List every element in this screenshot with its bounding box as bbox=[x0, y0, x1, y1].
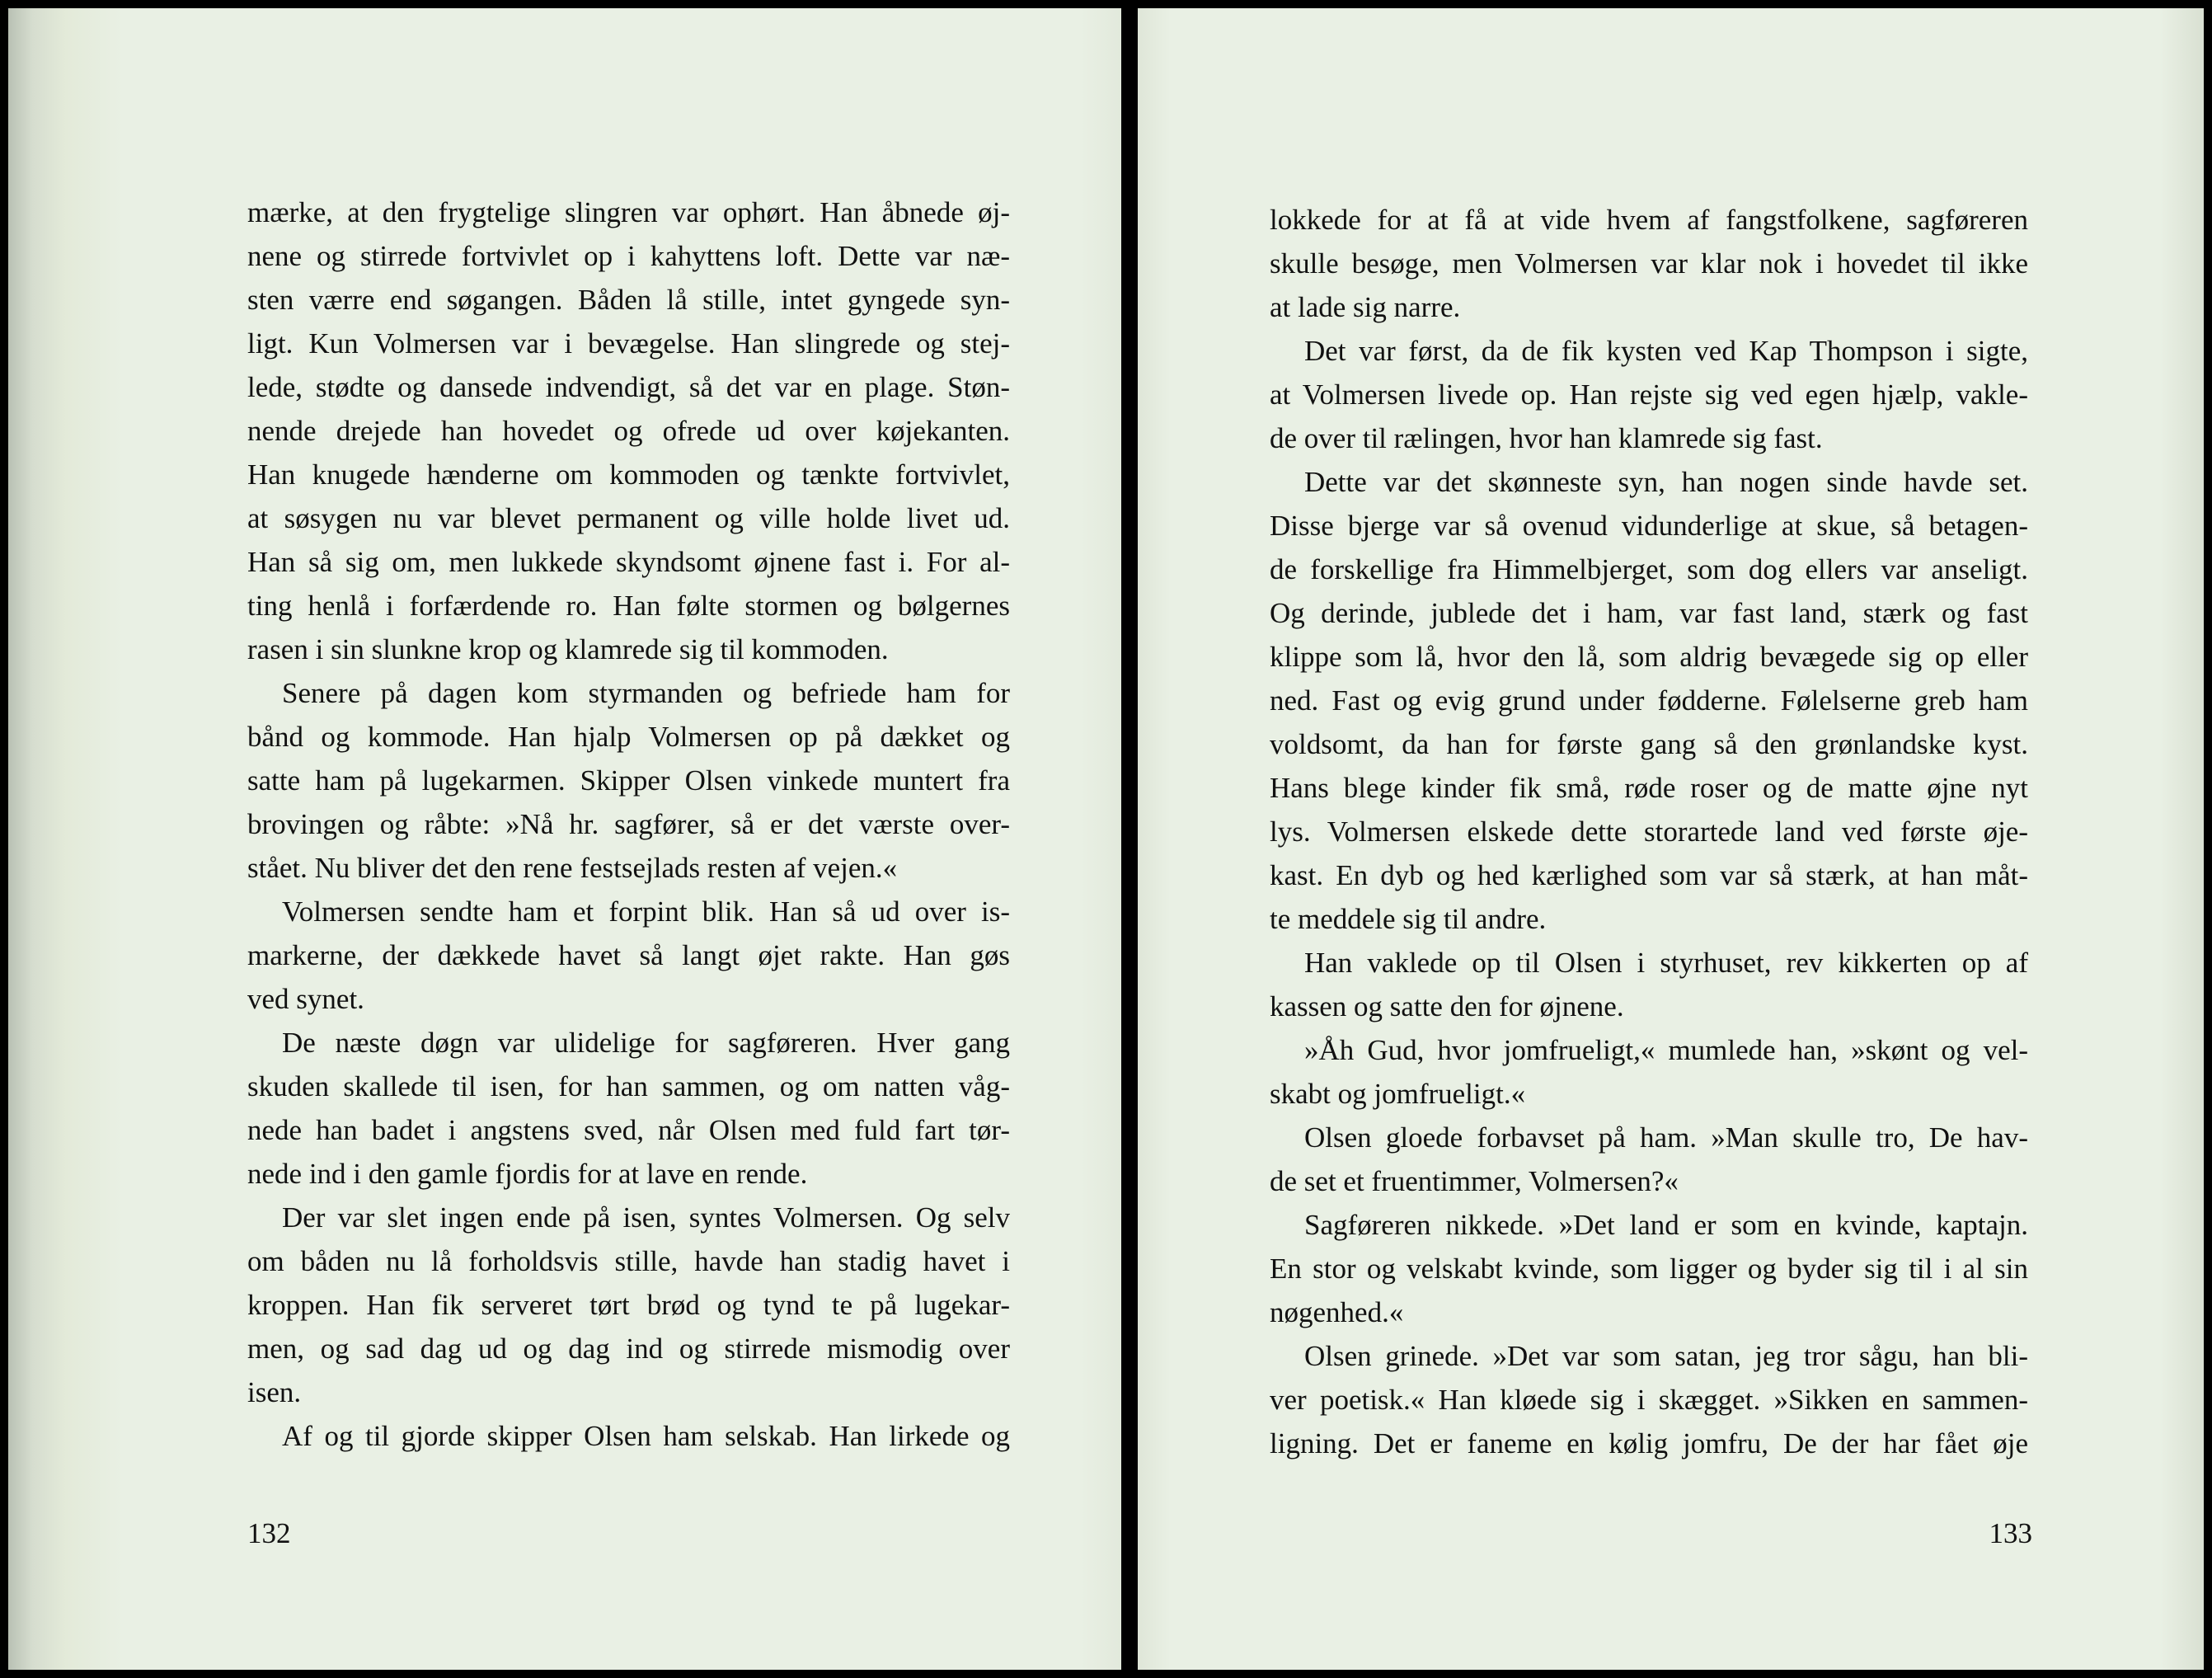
text-line: Hans blege kinder fik små, røde roser og de matte øjne nyt bbox=[1270, 772, 2028, 804]
text-line: nede han badet i angstens sved, når Olsen med fuld fart tør- bbox=[247, 1114, 1010, 1146]
text-line: lede, stødte og dansede indvendigt, så det var en plage. Støn- bbox=[247, 371, 1010, 403]
text-line: de set et fruentimmer, Volmersen?« bbox=[1270, 1165, 1679, 1197]
text-line: Senere på dagen kom styrmanden og befriede ham for bbox=[282, 677, 1010, 709]
text-line: lokkede for at få at vide hvem af fangstfolkene, sagføreren bbox=[1270, 204, 2028, 236]
text-line: brovingen og råbte: »Nå hr. sagfører, så er det værste over- bbox=[247, 808, 1010, 840]
text-line: Dette var det skønneste syn, han nogen sinde havde set. bbox=[1304, 466, 2028, 498]
text-line: men, og sad dag ud og dag ind og stirrede mismodig over bbox=[247, 1333, 1010, 1365]
text-line: De næste døgn var ulidelige for sagføreren. Hver gang bbox=[282, 1027, 1010, 1059]
text-line: klippe som lå, hvor den lå, som aldrig bevægede sig op eller bbox=[1270, 641, 2028, 673]
text-line: skulle besøge, men Volmersen var klar nok i hovedet til ikke bbox=[1270, 247, 2028, 280]
text-line: En stor og velskabt kvinde, som ligger og byder sig til i al sin bbox=[1270, 1253, 2028, 1285]
text-line: isen. bbox=[247, 1376, 302, 1408]
text-line: nede ind i den gamle fjordis for at lave en rende. bbox=[247, 1158, 808, 1190]
text-line: skabt og jomfrueligt.« bbox=[1270, 1078, 1526, 1110]
text-line: Sagføreren nikkede. »Det land er som en kvinde, kaptajn. bbox=[1304, 1209, 2028, 1241]
text-line: de forskellige fra Himmelbjerget, som dog ellers var anseligt. bbox=[1270, 553, 2028, 585]
text-line: markerne, der dækkede havet så langt øjet rakte. Han gøs bbox=[247, 939, 1010, 971]
text-line: kroppen. Han fik serveret tørt brød og tynd te på lugekar- bbox=[247, 1289, 1010, 1321]
text-line: te meddele sig til andre. bbox=[1270, 903, 1547, 935]
text-line: Han knugede hænderne om kommoden og tænkte fortvivlet, bbox=[247, 458, 1010, 491]
text-line: Af og til gjorde skipper Olsen ham selskab. Han lirkede og bbox=[282, 1420, 1010, 1452]
text-line: Han vaklede op til Olsen i styrhuset, rev kikkerten op af bbox=[1304, 947, 2028, 979]
text-line: at søsygen nu var blevet permanent og ville holde livet ud. bbox=[247, 502, 1010, 534]
text-line: Der var slet ingen ende på isen, syntes Volmersen. Og selv bbox=[282, 1201, 1010, 1234]
text-line: de over til rælingen, hvor han klamrede sig fast. bbox=[1270, 422, 1823, 454]
text-line: Olsen gloede forbavset på ham. »Man skulle tro, De hav- bbox=[1304, 1121, 2028, 1154]
text-line: ligning. Det er faneme en kølig jomfru, De der har fået øje bbox=[1270, 1427, 2028, 1459]
text-line: om båden nu lå forholdsvis stille, havde han stadig havet i bbox=[247, 1245, 1010, 1277]
text-line: mærke, at den frygtelige slingren var ophørt. Han åbnede øj- bbox=[247, 196, 1010, 228]
text-line: ned. Fast og evig grund under fødderne. Følelserne greb ham bbox=[1270, 684, 2028, 717]
text-line: at Volmersen livede op. Han rejste sig ved egen hjælp, vakle- bbox=[1270, 378, 2028, 411]
text-line: »Åh Gud, hvor jomfrueligt,« mumlede han, »skønt og vel- bbox=[1304, 1034, 2028, 1066]
text-line: ver poetisk.« Han kløede sig i skægget. »Sikken en sammen- bbox=[1270, 1384, 2028, 1416]
text-line: skuden skallede til isen, for han sammen, og om natten våg- bbox=[247, 1070, 1010, 1102]
text-line: at lade sig narre. bbox=[1270, 291, 1461, 323]
page-number: 133 bbox=[1989, 1517, 2032, 1549]
text-line: Disse bjerge var så ovenud vidunderlige at skue, så betagen- bbox=[1270, 510, 2028, 542]
text-line: satte ham på lugekarmen. Skipper Olsen vinkede muntert fra bbox=[247, 764, 1010, 797]
text-line: lys. Volmersen elskede dette storartede land ved første øje- bbox=[1270, 815, 2028, 848]
text-line: voldsomt, da han for første gang så den grønlandske kyst. bbox=[1270, 728, 2028, 760]
text-line: ligt. Kun Volmersen var i bevægelse. Han slingrede og stej- bbox=[247, 327, 1010, 360]
text-line: ved synet. bbox=[247, 983, 364, 1015]
text-line: Volmersen sendte ham et forpint blik. Han så ud over is- bbox=[282, 895, 1010, 928]
left-page-text bbox=[247, 190, 1010, 1458]
text-line: Det var først, da de fik kysten ved Kap Thompson i sigte, bbox=[1304, 335, 2028, 367]
text-line: Olsen grinede. »Det var som satan, jeg tror sågu, han bli- bbox=[1304, 1340, 2028, 1372]
text-line: Han så sig om, men lukkede skyndsomt øjnene fast i. For al- bbox=[247, 546, 1010, 578]
left-page bbox=[8, 8, 1121, 1670]
text-line: bånd og kommode. Han hjalp Volmersen op på dækket og bbox=[247, 721, 1010, 753]
text-line: kassen og satte den for øjnene. bbox=[1270, 990, 1624, 1022]
page-number: 132 bbox=[247, 1517, 291, 1549]
text-line: nøgenhed.« bbox=[1270, 1296, 1404, 1328]
right-page-text bbox=[1270, 198, 2028, 1465]
text-line: ting henlå i forfærdende ro. Han følte stormen og bølgernes bbox=[247, 590, 1010, 622]
text-line: stået. Nu bliver det den rene festsejlads resten af vejen.« bbox=[247, 852, 898, 884]
text-line: kast. En dyb og hed kærlighed som var så stærk, at han måt- bbox=[1270, 859, 2028, 891]
text-line: Og derinde, jublede det i ham, var fast land, stærk og fast bbox=[1270, 597, 2028, 629]
text-line: nene og stirrede fortvivlet op i kahyttens loft. Dette var næ- bbox=[247, 240, 1010, 272]
right-page bbox=[1138, 8, 2204, 1670]
text-line: rasen i sin slunkne krop og klamrede sig til kommoden. bbox=[247, 633, 889, 665]
text-line: sten værre end søgangen. Båden lå stille, intet gyngede syn- bbox=[247, 284, 1010, 316]
text-line: nende drejede han hovedet og ofrede ud over køjekanten. bbox=[247, 415, 1010, 447]
book-gutter bbox=[1121, 0, 1138, 1678]
